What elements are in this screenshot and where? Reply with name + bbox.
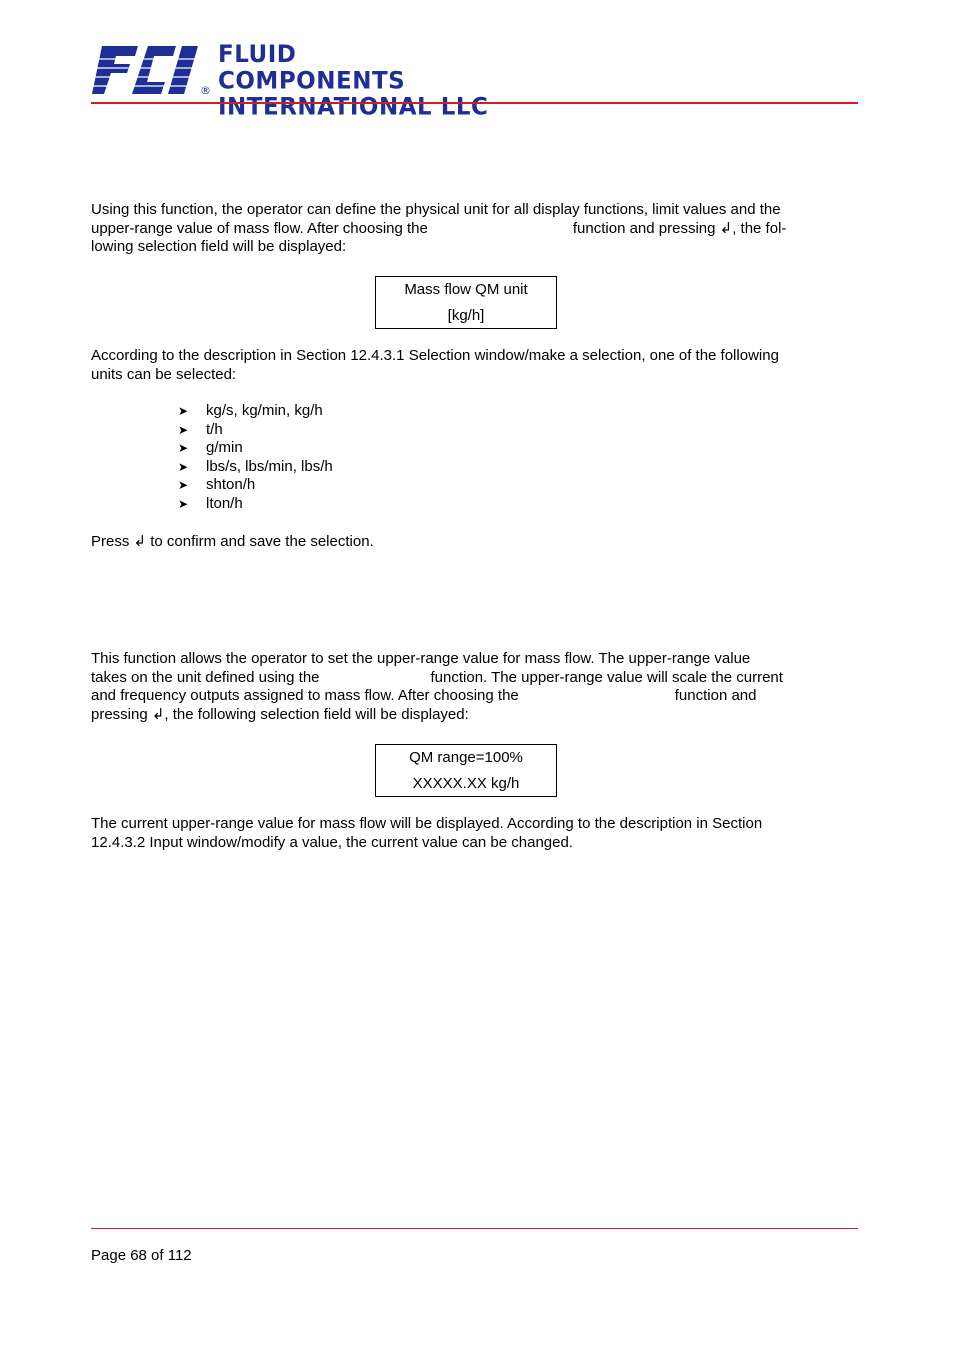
- text-line: The current upper-range value for mass flow will be displayed. According to the description in Section: [91, 815, 763, 832]
- arrowhead-bullet-icon: ➤: [178, 496, 189, 511]
- text-line: According to the description in Section 12.4.3.1 Selection window/make a selection, one of the following: [91, 347, 779, 364]
- arrowhead-bullet-icon: ➤: [178, 441, 189, 456]
- company-name-line2: INTERNATIONAL LLC: [218, 93, 489, 121]
- page-number: Page 68 of 112: [91, 1247, 192, 1264]
- text-line: 12.4.3.2 Input window/modify a value, the current value can be changed.: [91, 833, 573, 851]
- arrowhead-bullet-icon: ➤: [178, 459, 189, 474]
- text-line: This function allows the operator to set the upper-range value for mass flow. The upper-range value: [91, 650, 751, 667]
- list-item: ➤ kg/s, kg/min, kg/h: [178, 402, 323, 419]
- arrowhead-bullet-icon: ➤: [178, 404, 189, 418]
- list-item: ➤ g/min: [178, 439, 243, 457]
- unit-selection-paragraph: [91, 347, 831, 384]
- display-line-2: [kg/h]: [447, 307, 485, 324]
- list-item: ➤ lton/h: [178, 494, 243, 512]
- text-line: takes on the unit defined using the function. The upper-range value will scale the current: [91, 668, 783, 686]
- list-item: ➤ t/h: [178, 420, 223, 438]
- footer-divider: [91, 1228, 858, 1229]
- text-line: lowing selection field will be displayed:: [91, 238, 347, 256]
- range-intro-paragraph: [91, 650, 831, 725]
- display-line-2: XXXXX.XX kg/h: [412, 775, 520, 792]
- header-divider: [91, 102, 858, 104]
- unit-confirm-text: Press ↲ to confirm and save the selection.: [91, 533, 374, 550]
- list-item: ➤ shton/h: [178, 476, 256, 494]
- text-line: pressing ↲, the following selection field will be displayed:: [91, 706, 469, 724]
- range-display-field: [375, 744, 557, 797]
- display-line-1: Mass flow QM unit: [404, 281, 528, 298]
- text-line: Using this function, the operator can define the physical unit for all display functions, limit values and the: [91, 201, 781, 218]
- arrowhead-bullet-icon: ➤: [178, 422, 189, 437]
- text-line: units can be selected:: [91, 365, 237, 383]
- range-description-paragraph: [91, 815, 831, 852]
- company-logo: [90, 41, 490, 121]
- company-name: [218, 42, 490, 121]
- unit-options-list: [178, 402, 333, 514]
- svg-text:®: ®: [200, 84, 211, 96]
- list-item: ➤ lbs/s, lbs/min, lbs/h: [178, 457, 333, 475]
- arrowhead-bullet-icon: ➤: [178, 478, 189, 493]
- display-line-1: QM range=100%: [409, 749, 523, 766]
- company-name-line1: FLUID COMPONENTS: [218, 41, 406, 95]
- text-line: upper-range value of mass flow. After choosing the function and pressing ↲, the fol-: [91, 219, 787, 237]
- fci-logo-mark: [90, 44, 214, 96]
- unit-intro-paragraph: [91, 201, 831, 257]
- unit-display-field: [375, 276, 557, 329]
- text-line: and frequency outputs assigned to mass flow. After choosing the function and: [91, 687, 757, 705]
